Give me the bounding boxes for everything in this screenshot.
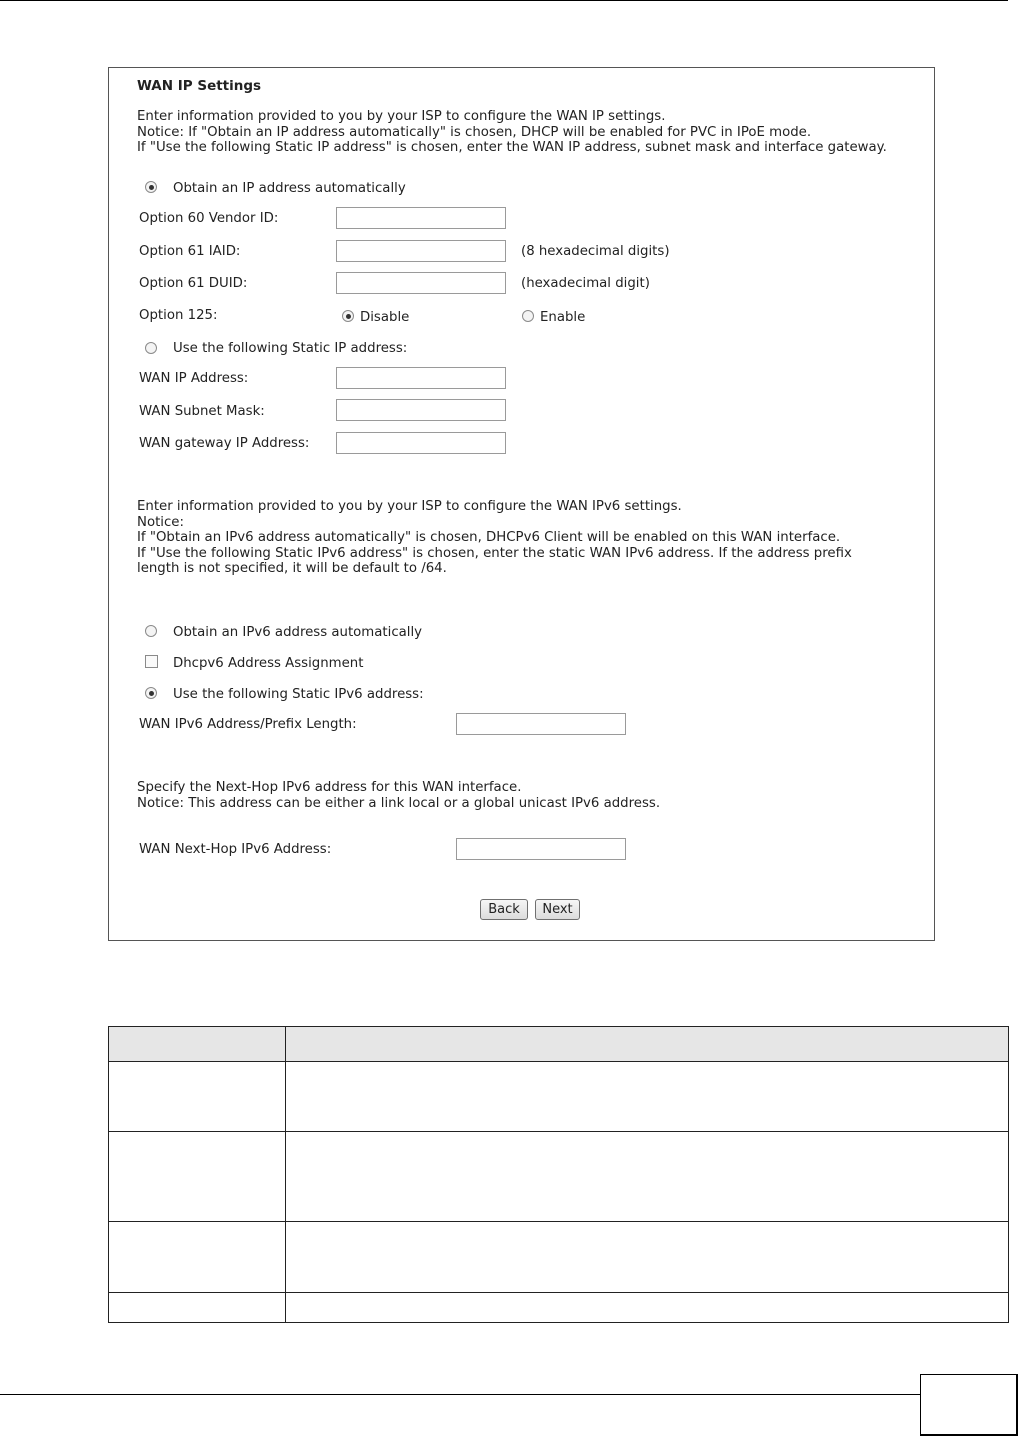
option61-iaid-hint: (8 hexadecimal digits) — [521, 244, 670, 259]
option125-enable-label: Enable — [540, 310, 586, 325]
table-cell — [109, 1062, 286, 1132]
static-ip-label: Use the following Static IP address: — [173, 341, 408, 356]
wan-ip-label: WAN IP Address: — [139, 371, 249, 386]
gateway-input[interactable] — [336, 432, 506, 454]
nexthop-label: WAN Next-Hop IPv6 Address: — [139, 842, 332, 857]
next-button[interactable]: Next — [535, 899, 580, 920]
table-cell — [286, 1062, 1009, 1132]
ipv6-intro-line-3: If "Obtain an IPv6 address automatically" is chosen, DHCPv6 Client will be enabled on this WAN interface. — [137, 530, 841, 545]
ipv6-intro-line-4: If "Use the following Static IPv6 address" is chosen, enter the static WAN IPv6 address. If the address prefix — [137, 545, 852, 561]
table-row — [109, 1132, 1009, 1222]
dhcpv6-checkbox[interactable] — [145, 655, 158, 668]
back-button[interactable]: Back — [480, 899, 528, 920]
ipv6-address-prefix-label: WAN IPv6 Address/Prefix Length: — [139, 717, 357, 732]
header-rule — [0, 0, 1008, 1]
gateway-label: WAN gateway IP Address: — [139, 436, 310, 451]
field-description-table — [108, 1026, 1009, 1323]
option61-iaid-label: Option 61 IAID: — [139, 244, 241, 259]
intro-line-3: If "Use the following Static IP address" is chosen, enter the WAN IP address, subnet mask and interface gateway. — [137, 140, 887, 155]
intro-line-1: Enter information provided to you by your ISP to configure the WAN IP settings. — [137, 109, 666, 124]
table-cell — [109, 1222, 286, 1293]
table-cell — [286, 1222, 1009, 1293]
option60-label: Option 60 Vendor ID: — [139, 211, 279, 226]
ipv6-intro-line-5: length is not specified, it will be default to /64. — [137, 561, 447, 576]
nexthop-line-1: Specify the Next-Hop IPv6 address for this WAN interface. — [137, 780, 522, 795]
table-header-row — [109, 1027, 1009, 1062]
intro-line-2: Notice: If "Obtain an IP address automatically" is chosen, DHCP will be enabled for PVC in IPoE mode. — [137, 124, 812, 140]
table-row — [109, 1062, 1009, 1132]
table-header-cell — [286, 1027, 1009, 1062]
ipv6-intro-line-2: Notice: — [137, 514, 184, 530]
option61-iaid-input[interactable] — [336, 240, 506, 262]
subnet-mask-input[interactable] — [336, 399, 506, 421]
nexthop-line-2: Notice: This address can be either a link local or a global unicast IPv6 address. — [137, 795, 661, 811]
ipv6-intro-line-1: Enter information provided to you by your ISP to configure the WAN IPv6 settings. — [137, 499, 682, 514]
table-cell — [286, 1293, 1009, 1323]
obtain-ip-auto-radio[interactable] — [145, 181, 157, 193]
static-ipv6-label: Use the following Static IPv6 address: — [173, 687, 424, 702]
option60-vendor-id-input[interactable] — [336, 207, 506, 229]
obtain-ipv6-auto-label: Obtain an IPv6 address automatically — [173, 625, 423, 640]
panel-title: WAN IP Settings — [137, 78, 262, 94]
option61-duid-input[interactable] — [336, 272, 506, 294]
static-ipv6-radio[interactable] — [145, 687, 157, 699]
nexthop-input[interactable] — [456, 838, 626, 860]
option125-disable-label: Disable — [360, 310, 410, 325]
table-cell — [109, 1132, 286, 1222]
option125-enable-radio[interactable] — [522, 310, 534, 322]
table-cell — [286, 1132, 1009, 1222]
obtain-ipv6-auto-radio[interactable] — [145, 625, 157, 637]
option61-duid-hint: (hexadecimal digit) — [521, 276, 650, 291]
table-row — [109, 1222, 1009, 1293]
table-row — [109, 1293, 1009, 1323]
option125-disable-radio[interactable] — [342, 310, 354, 322]
option61-duid-label: Option 61 DUID: — [139, 276, 248, 291]
page-number-box — [920, 1374, 1018, 1436]
obtain-ip-auto-label: Obtain an IP address automatically — [173, 181, 406, 196]
subnet-mask-label: WAN Subnet Mask: — [139, 404, 265, 419]
wan-ip-settings-panel — [108, 67, 935, 941]
static-ip-radio[interactable] — [145, 342, 157, 354]
footer-rule — [0, 1394, 920, 1395]
table-cell — [109, 1293, 286, 1323]
ipv6-address-prefix-input[interactable] — [456, 713, 626, 735]
wan-ip-input[interactable] — [336, 367, 506, 389]
dhcpv6-label: Dhcpv6 Address Assignment — [173, 656, 364, 671]
table-header-cell — [109, 1027, 286, 1062]
option125-label: Option 125: — [139, 308, 218, 323]
